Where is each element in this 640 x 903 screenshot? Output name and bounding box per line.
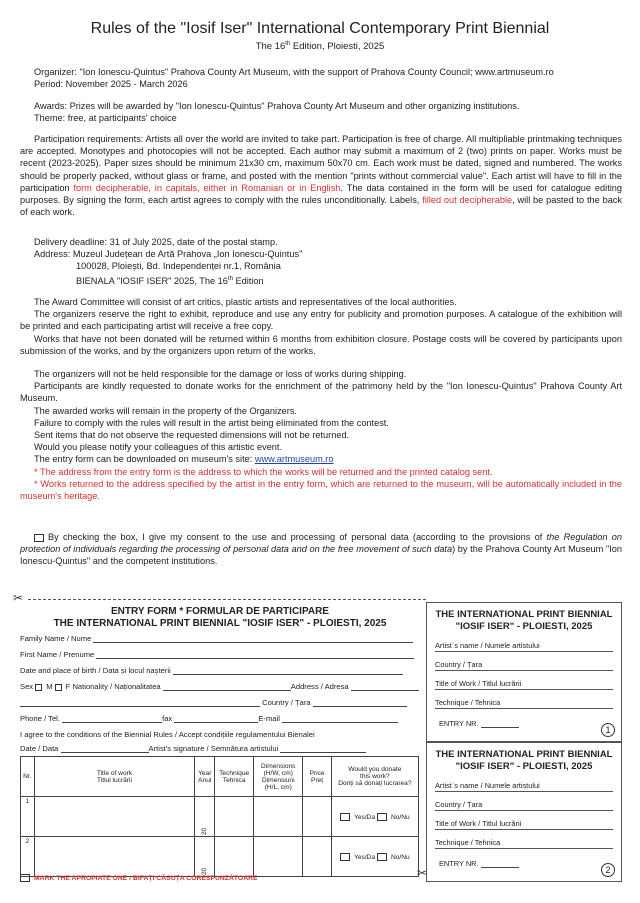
nationality-field[interactable]	[163, 682, 291, 691]
committee-text: The Award Committee will consist of art critics, plastic artists and representatives of the local authorities.	[34, 297, 457, 307]
male-checkbox[interactable]	[35, 684, 42, 691]
no-checkbox[interactable]	[377, 853, 387, 861]
awards-section	[20, 100, 622, 124]
consent-checkbox[interactable]	[34, 534, 44, 542]
row-number: 1	[21, 797, 35, 837]
period-text: Period: November 2025 - March 2026	[34, 79, 188, 90]
entry-nr-field[interactable]	[481, 719, 519, 728]
number-badge: 1	[601, 723, 615, 737]
cut-line	[28, 599, 426, 600]
theme-text: Theme: free, at participants' choice	[34, 113, 177, 124]
family-name-field[interactable]	[93, 634, 413, 643]
col-nr: Nr.	[21, 757, 35, 797]
consent-section: By checking the box, I give my consent to the use and processing of personal data (according to the provisions of the Regulation on protection of individuals regarding the processing of personal data and on the free movement of such data) by the Prahova County Art Museum "Ion Ionescu-Quintus" and the competent institutions.	[20, 532, 622, 567]
card-country-field[interactable]: Country / Țara	[435, 800, 613, 811]
female-checkbox[interactable]	[55, 684, 62, 691]
entry-nr-field[interactable]	[481, 859, 519, 868]
card-title: THE INTERNATIONAL PRINT BIENNIAL	[435, 749, 613, 760]
delivery-section: Delivery deadline: 31 of July 2025, date of the postal stamp. Address: Muzeul Județean de Artă Prahova „Ion Ionescu-Quintus" 100028, Ploiești, Bd. Independenței nr.1, România BIENALA "IOSIF ISER" 2025, The 16th Edition	[20, 236, 622, 287]
card-artist-field[interactable]: Artist`s name / Numele artistului	[435, 641, 613, 652]
col-donate: Would you donate this work? Doriți să donați lucrarea?	[331, 757, 418, 797]
date-field[interactable]	[61, 744, 149, 753]
organizer-text: Organizer: "Ion Ionescu-Quintus" Prahova County Art Museum, with the support of Prahova County Council; www.artmuseum.ro	[34, 67, 554, 77]
first-name-field[interactable]	[96, 650, 414, 659]
row-number: 2	[21, 837, 35, 877]
phone-field[interactable]	[62, 714, 162, 723]
participation-section: Participation requirements: Artists all over the world are invited to take part. Participation is free of charge. All multipliable printmaking techniques are accepted. Monotypes and photocopies will not be accepted. Each author may submit a maximum of 2 (two) prints on paper. Works must be recent (2023-2025). Paper sizes should be minimum 21x30 cm, maximum 50x70 cm. Each work must be dated, signed and numbered. The works should be properly packed, without glass or frame, and posted with the mention "prints without commercial value". Each artist will have to fill in the participation form decipherable, in capitals, either in Romanian or in English. The data contained in the form will be used for catalogue editing purposes. By signing the form, each artist agrees to comply with the rules unconditionally. Labels, filled out decipherable, will be pasted to the back of each work.	[20, 134, 623, 218]
final-red2: * Works returned to the address specified by the artist in the entry form, which are returned to the museum, will be automatically included in the museum's heritage.	[20, 478, 622, 502]
address-field-2[interactable]	[20, 698, 260, 707]
dimensions-cell[interactable]	[254, 797, 303, 837]
museum-site-link[interactable]: www.artmuseum.ro	[254, 454, 334, 465]
agree-text: I agree to the conditions of the Biennial Rules / Accept condițiile regulamentului Bienalei	[20, 730, 315, 739]
final-section: The organizers will not be held responsible for the damage or loss of works during shipping. Participants are kindly requested to donate works for the enrichment of the patrimony held by the "Ion Ionescu-Quintus" Prahova County Art Museum. The awarded works will remain in the property of the Organizers. Failure to comply with the rules will result in the artist being eliminated from the contest. Sent items that do not observe the requested dimensions will not be returned. Would you please notify your colleagues of this artistic event. The entry form can be downloaded on museum's site: www.artmuseum.ro * The address from the entry form is the address to which the works will be returned and the printed catalog sent. * Works returned to the address specified by the artist in the entry form, which are returned to the museum, will be automatically included in the museum's heritage.	[20, 369, 622, 502]
final-p2: Participants are kindly requested to donate works for the enrichment of the patrimony held by the "Ion Ionescu-Quintus" Prahova County Art Museum.	[20, 381, 622, 404]
table-row: 1 20 Yes/Da No/Nu	[21, 797, 419, 837]
works-table	[20, 756, 419, 877]
country-field[interactable]	[313, 698, 407, 707]
mark-instruction: MARK THE APROPIATE ONE / BIFAȚI CĂSUȚA CORESPUNZĂTOARE	[20, 874, 258, 882]
form-title: ENTRY FORM * FORMULAR DE PARTICIPARE	[111, 606, 329, 617]
year-prefix: 20	[201, 827, 209, 836]
technique-cell[interactable]	[215, 837, 254, 877]
label-card-2: THE INTERNATIONAL PRINT BIENNIAL "IOSIF ISER" - PLOIESTI, 2025 Artist`s name / Numele artistului Country / Țara Title of Work / Titlul lucrării Technique / Tehnica ENTRY NR. 2	[426, 742, 622, 882]
address-field[interactable]	[351, 682, 419, 691]
intro-section	[20, 66, 622, 90]
mark-checkbox[interactable]	[20, 874, 30, 882]
email-field[interactable]	[282, 714, 398, 723]
form-subtitle: THE INTERNATIONAL PRINT BIENNIAL "IOSIF ISER" - PLOIESTI, 2025	[53, 618, 387, 629]
final-p3: The awarded works will remain in the property of the Organizers.	[34, 405, 297, 416]
card-subtitle: "IOSIF ISER" - PLOIESTI, 2025	[455, 621, 593, 632]
return-text: Works that have not been donated will be returned within 6 months from exhibition closure. Postage costs will be covered by participants upon submission of the works, and by the organizers upon return of the works.	[20, 333, 622, 356]
col-title: Title of work Titlul lucrării	[34, 757, 195, 797]
card-technique-field[interactable]: Technique / Tehnica	[435, 698, 613, 709]
price-cell[interactable]	[303, 837, 331, 877]
page-title: Rules of the "Iosif Iser" International Contemporary Print Biennial	[90, 20, 550, 37]
signature-field[interactable]	[280, 744, 366, 753]
col-year: Year Anul	[195, 757, 215, 797]
card-subtitle: "IOSIF ISER" - PLOIESTI, 2025	[455, 761, 593, 772]
final-p1: The organizers will not be held responsible for the damage or loss of works during shipping.	[34, 369, 407, 379]
committee-section	[20, 296, 622, 357]
card-work-field[interactable]: Title of Work / Titlul lucrării	[435, 679, 613, 690]
address-line2: 100028, Ploiești, Bd. Independenței nr.1, România	[76, 261, 281, 272]
scissors-icon: ✂	[13, 591, 24, 605]
no-checkbox[interactable]	[377, 813, 387, 821]
technique-cell[interactable]	[215, 797, 254, 837]
card-work-field[interactable]: Title of Work / Titlul lucrării	[435, 819, 613, 830]
edition-subtitle: The 16th Edition, Ploiesti, 2025	[255, 41, 385, 53]
year-prefix: 20	[201, 867, 209, 876]
birth-field[interactable]	[173, 666, 403, 675]
fax-field[interactable]	[174, 714, 258, 723]
card-country-field[interactable]: Country / Țara	[435, 660, 613, 671]
table-row: 2 20 Yes/Da No/Nu	[21, 837, 419, 877]
label-card-1: THE INTERNATIONAL PRINT BIENNIAL "IOSIF ISER" - PLOIESTI, 2025 Artist`s name / Numele artistului Country / Țara Title of Work / Titlul lucrării Technique / Tehnica ENTRY NR. 1	[426, 602, 622, 742]
yes-checkbox[interactable]	[340, 813, 350, 821]
organizers-rights-text: The organizers reserve the right to exhibit, reproduce and use any entry for publicity and promotion purposes. A catalogue of the exhibition will be printed and each participating artist will receive a free copy.	[20, 309, 622, 332]
dimensions-cell[interactable]	[254, 837, 303, 877]
card-artist-field[interactable]: Artist`s name / Numele artistului	[435, 781, 613, 792]
deadline-text: Delivery deadline: 31 of July 2025, date of the postal stamp.	[34, 237, 278, 247]
col-price: Price Preț	[303, 757, 331, 797]
final-p6: Would you please notify your colleagues of this artistic event.	[34, 442, 283, 453]
final-p4: Failure to comply with the rules will result in the artist being eliminated from the contest.	[34, 417, 389, 428]
col-dimensions: Dimensions (H/W, cm) Dimensiuni (H/L, cm)	[254, 757, 303, 797]
card-technique-field[interactable]: Technique / Tehnica	[435, 838, 613, 849]
card-title: THE INTERNATIONAL PRINT BIENNIAL	[435, 609, 613, 620]
entry-form: ENTRY FORM * FORMULAR DE PARTICIPARE THE INTERNATIONAL PRINT BIENNIAL "IOSIF ISER" - PLOIESTI, 2025 Family Name / Nume First Name / Prenume Date and place of birth / Data și locul nașterii Sex M F Nationality / Naționalitatea Address / Adresa Country / Țara Phone / Tel. fax E-mail I agree to the conditions of the Biennial Rules / Accept condițiile regulamentului Bienalei Date / Data Artist's signature / Semnătura artistului Nr. Title of work Titlul lucrării Year Anul Technique Tehnica Dimensions (H/W, cm) Dimensiuni (H/L, cm) Price Preț Would you donate this work? Doriți să donați lucrarea? 1 20 Yes/Da No/Nu 2 20 Yes/Da No/Nu	[20, 606, 420, 630]
title-cell[interactable]	[34, 797, 195, 837]
scissors-icon: ✂	[417, 866, 428, 880]
final-p5: Sent items that do not observe the requested dimensions will not be returned.	[34, 430, 350, 441]
final-red1: * The address from the entry form is the address to which the works will be returned and the printed catalog sent.	[34, 466, 493, 477]
col-technique: Technique Tehnica	[215, 757, 254, 797]
number-badge: 2	[601, 863, 615, 877]
awards-text: Awards: Prizes will be awarded by "Ion Ionescu-Quintus" Prahova County Art Museum and other organizing institutions.	[34, 101, 520, 111]
title-cell[interactable]	[34, 837, 195, 877]
table-header-row	[21, 757, 419, 797]
yes-checkbox[interactable]	[340, 853, 350, 861]
price-cell[interactable]	[303, 797, 331, 837]
